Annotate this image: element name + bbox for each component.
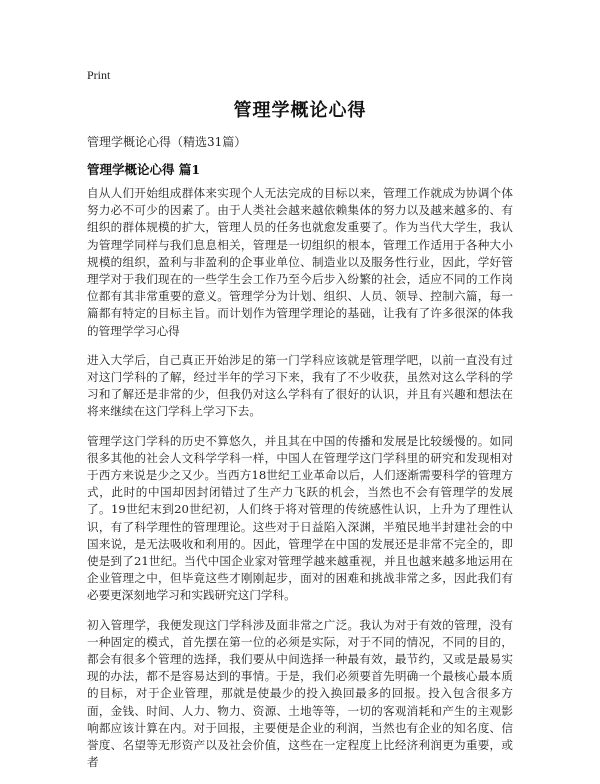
document-subtitle: 管理学概论心得（精选31篇）: [87, 135, 247, 149]
paragraph: 进入大学后，自己真正开始涉足的第一门学科应该就是管理学吧，以前一直没有过对这门学科的了解，经过半年的学习下来，我有了不少收获，虽然对这么学科的学习和了解还是非常的少，但我仍对这么学科有了很好的认识，并且有兴趣和想法在将来继续在这门学科上学习下去。: [87, 352, 513, 419]
paragraph: 初入管理学，我便发现这门学科涉及面非常之广泛。我认为对于有效的管理，没有一种固定的模式，首先摆在第一位的必须是实际，对于不同的情况，不同的目的，都会有很多个管理的选择，我们要从中间选择一种最有效，最节约，又或是最易实现的办法，都不是容易达到的事情。于是，我们必须要首先明确一个最核心最本质的目标，对于企业管理，那就是使最少的投入换回最多的回报。投入包含很多方面，金钱、时间、人力、物力、资源、土地等等，一切的客观消耗和产生的主观影响都应该计算在内。对于回报，主要便是企业的利润，当然也有企业的知名度、信誉度、名望等无形资产以及社会价值，这些在一定程度上比经济利润更为重要，或者: [87, 617, 513, 770]
paragraph: 管理学这门学科的历史不算悠久，并且其在中国的传播和发展是比较缓慢的。如同很多其他的社会人文科学学科一样，中国人在管理学这门学科里的研究和发现相对于西方来说是少之又少。当西方18世纪工业革命以后，人们逐渐需要科学的管理方式，此时的中国却因封闭错过了生产力飞跃的机会，当然也不会有管理学的发展了。19世纪末到20世纪初，人们终于将对管理的传统感性认识，上升为了理性认识，有了科学理性的管理理论。这些对于日益陷入深渊，半殖民地半封建社会的中国来说，是无法吸收和利用的。因此，管理学在中国的发展还是非常不完全的，即使是到了21世纪。当代中国企业家对管理学越来越重视，并且也越来越多地运用在企业管理之中，但毕竟这些才刚刚起步，面对的困难和挑战非常之多，因此我们有必要更深刻地学习和实践研究这门学科。: [87, 433, 513, 603]
document-body: [87, 185, 513, 784]
document-title: 管理学概论心得: [233, 100, 367, 121]
section-heading: 管理学概论心得 篇1: [87, 162, 201, 177]
print-label: Print: [87, 68, 111, 82]
paragraph: 自从人们开始组成群体来实现个人无法完成的目标以来，管理工作就成为协调个体努力必不可少的因素了。由于人类社会越来越依赖集体的努力以及越来越多的、有组织的群体规模的扩大，管理人员的任务也就愈发重要了。作为当代大学生，我认为管理学同样与我们息息相关，管理是一切组织的根本，管理工作适用于各种大小规模的组织，盈利与非盈利的企事业单位、制造业以及服务性行业，因此，学好管理学对于我们现在的一些学生会工作乃至今后步入纷繁的社会，适应不同的工作岗位都有其非常重要的意义。管理学分为计划、组织、人员、领导、控制六篇，每一篇都有特定的目标主旨。而计划作为管理学理论的基础，让我有了许多很深的体我的管理学学习心得: [87, 186, 513, 338]
